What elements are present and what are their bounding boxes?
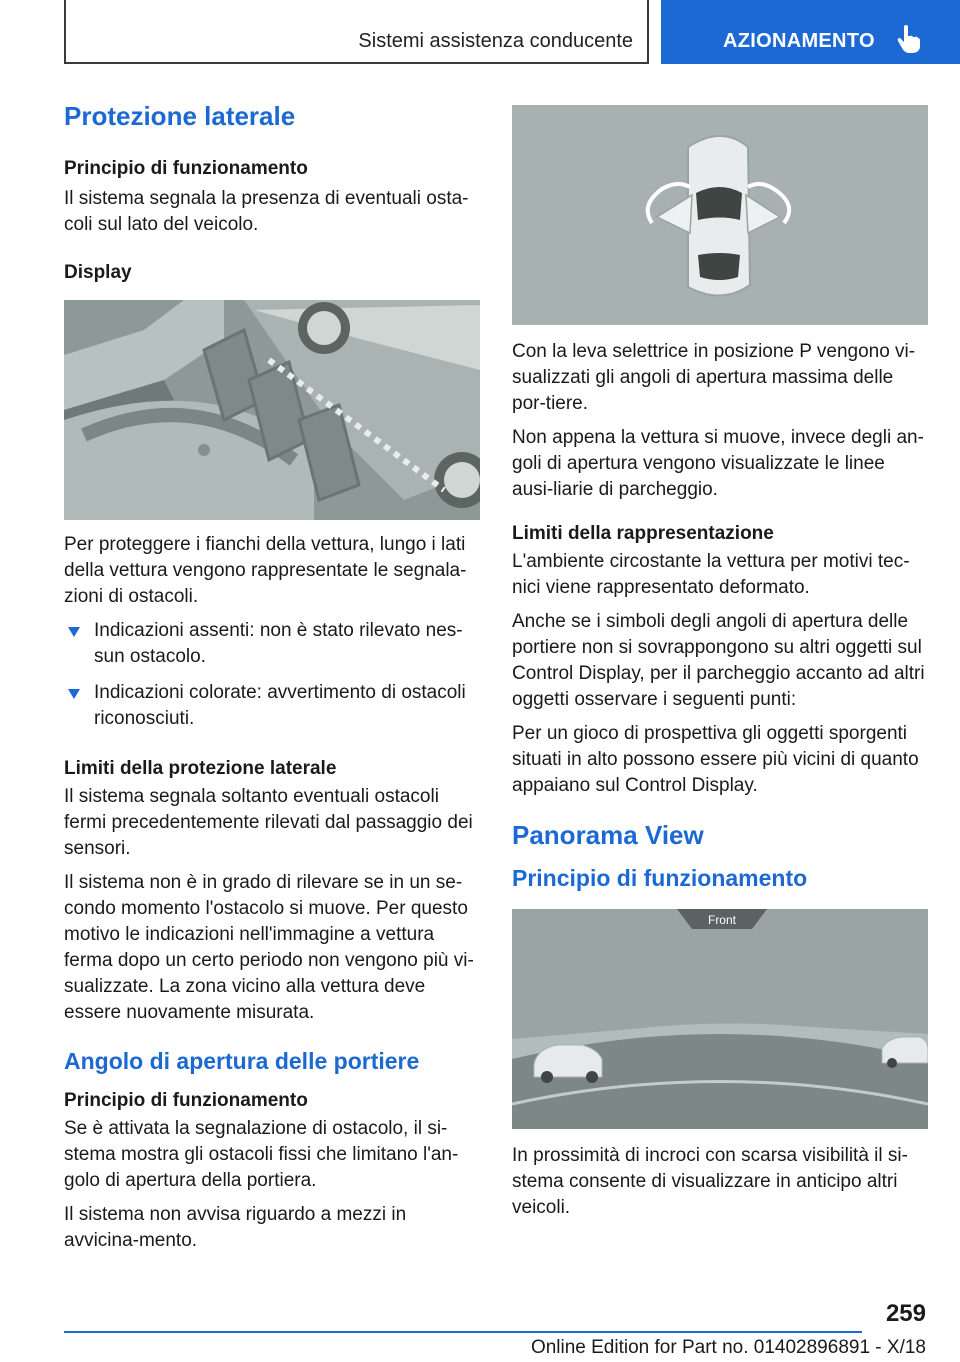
paragraph-principio: Il sistema segnala la presenza di eventuali osta-coli sul lato del veicolo. bbox=[64, 188, 469, 235]
left-column bbox=[64, 100, 480, 1254]
chapter-title: AZIONAMENTO bbox=[723, 30, 875, 52]
paragraph-angolo-2: Il sistema non avvisa riguardo a mezzi in avvicina-mento. bbox=[64, 1204, 407, 1251]
paragraph-muove: Non appena la vettura si muove, invece degli an-goli di apertura vengono visualizzate le linee ausi-liarie di parcheggio. bbox=[512, 427, 924, 500]
paragraph-prospettiva: Per un gioco di prospettiva gli oggetti sporgenti situati in alto possono essere più vicini di quanto appaiano sul Control Display. bbox=[512, 723, 919, 796]
edition-text: Online Edition for Part no. 01402896891 - X/18 bbox=[530, 1337, 926, 1358]
header-chapter-tab[interactable] bbox=[661, 0, 960, 64]
triangle-bullet-icon bbox=[68, 689, 80, 699]
indications-list bbox=[64, 618, 480, 732]
side-protection-image bbox=[64, 300, 480, 520]
paragraph-limiti-2: Il sistema non è in grado di rilevare se in un se-condo momento l'ostacolo si muove. Per questo motivo le indicazioni nell'immagine a vettura ferma dopo un certo periodo non vengono più vi-sualizzate. La zona vicino alla vettura deve essere nuovamente misurata. bbox=[64, 872, 474, 1023]
subheading-principio-2: Principio di funzionamento bbox=[64, 1090, 308, 1111]
section-title: Sistemi assistenza conducente bbox=[358, 30, 633, 52]
paragraph-limiti-1: Il sistema segnala soltanto eventuali ostacoli fermi precedentemente rilevati dal passaggio dei sensori. bbox=[64, 786, 473, 859]
panorama-view-image bbox=[512, 909, 928, 1129]
paragraph-incroci: In prossimità di incroci con scarsa visibilità il si-stema consente di visualizzare in anticipo altri veicoli. bbox=[512, 1145, 908, 1218]
footer-divider bbox=[64, 1331, 862, 1333]
list-item: Indicazioni colorate: avvertimento di ostacoli riconosciuti. bbox=[64, 680, 480, 732]
heading-protezione-laterale: Protezione laterale bbox=[64, 101, 296, 131]
list-item: Indicazioni assenti: non è stato rilevato nes-sun ostacolo. bbox=[64, 618, 480, 670]
heading-panorama-view: Panorama View bbox=[512, 820, 704, 850]
right-column bbox=[512, 100, 928, 1221]
front-label: Front bbox=[707, 913, 737, 927]
subheading-display: Display bbox=[64, 262, 132, 283]
triangle-bullet-icon bbox=[68, 627, 80, 637]
page-number: 259 bbox=[885, 1300, 926, 1327]
subheading-limiti-rappresentazione: Limiti della rappresentazione bbox=[512, 523, 774, 544]
subheading-principio: Principio di funzionamento bbox=[64, 158, 308, 179]
subheading-limiti-protezione: Limiti della protezione laterale bbox=[64, 758, 337, 779]
paragraph-ambiente: L'ambiente circostante la vettura per motivi tec-nici viene rappresentato deformato. bbox=[512, 551, 910, 598]
paragraph-display: Per proteggere i fianchi della vettura, lungo i lati della vettura vengono rappresentate le segnala-zioni di ostacoli. bbox=[64, 534, 467, 607]
header-section bbox=[64, 0, 649, 64]
paragraph-angolo-1: Se è attivata la segnalazione di ostacolo, il si-stema mostra gli ostacoli fissi che limitano l'an-golo di apertura della portiera. bbox=[64, 1118, 459, 1191]
door-angle-image bbox=[512, 105, 928, 325]
hand-pointer-icon bbox=[897, 24, 921, 54]
subheading-principio-3: Principio di funzionamento bbox=[512, 865, 808, 891]
paragraph-leva: Con la leva selettrice in posizione P vengono vi-sualizzati gli angoli di apertura massima delle por-tiere. bbox=[512, 341, 916, 414]
heading-angolo-apertura: Angolo di apertura delle portiere bbox=[64, 1048, 420, 1074]
paragraph-simboli: Anche se i simboli degli angoli di apertura delle portiere non si sovrappongono su altri oggetti sul Control Display, per il parcheggio accanto ad altri oggetti osservare i seguenti punti: bbox=[512, 611, 925, 710]
